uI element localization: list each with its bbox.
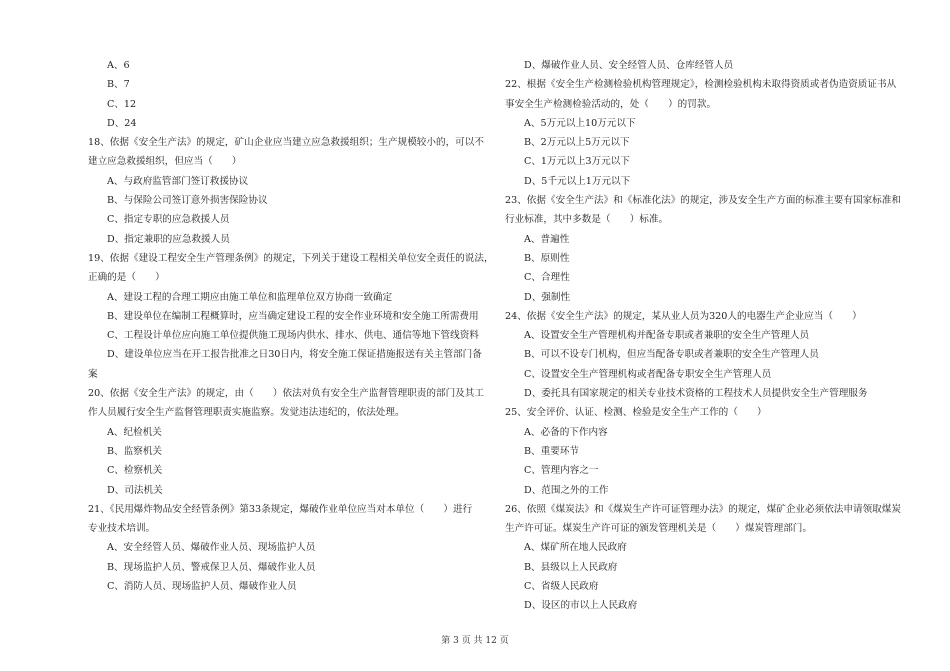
answer-option: D、24 [107, 117, 137, 129]
answer-option: A、必备的下作内容 [524, 426, 608, 438]
question-text: 21、《民用爆炸物品安全经管条例》第33条规定，爆破作业单位应当对本单位（ ）进行 [88, 503, 473, 515]
question-text: 行业标准，其中多数是（ ）标准。 [505, 214, 669, 226]
answer-option: D、委托具有国家规定的相关专业技术资格的工程技术人员提供安全生产管理服务 [524, 388, 868, 400]
question-text: 20、依据《安全生产法》的规定，由（ ）依法对负有安全生产监督管理职责的部门及其工 [88, 388, 484, 400]
answer-option: D、强制性 [524, 291, 571, 303]
answer-option: A、煤矿所在地人民政府 [524, 542, 627, 554]
answer-option: A、6 [107, 60, 130, 71]
question-text: 作人员履行安全生产监督管理职责实施监察。发觉违法违纪的，依法处理。 [88, 407, 405, 419]
answer-option: C、消防人员、现场监护人员、爆破作业人员 [107, 581, 297, 593]
answer-option: B、7 [107, 79, 130, 91]
answer-option: B、建设单位在编制工程概算时，应当确定建设工程的安全作业环境和安全施工所需费用 [107, 310, 479, 322]
answer-option: C、12 [107, 98, 137, 110]
answer-option: B、2万元以上5万元以下 [524, 137, 630, 149]
answer-option: C、合理性 [524, 272, 570, 284]
question-text: 25、安全评价、认证、检测、检验是安全生产工作的（ ） [505, 407, 767, 419]
answer-option: A、普遍性 [524, 233, 570, 245]
answer-option: D、爆破作业人员、安全经管人员、仓库经管人员 [524, 60, 734, 71]
answer-option: D、建设单位应当在开工报告批准之日30日内，将安全施工保证措施报送有关主管部门备 [107, 349, 482, 361]
answer-option: C、检察机关 [107, 465, 163, 477]
page-footer: 第 3 页 共 12 页 [441, 636, 509, 646]
question-text: 生产许可证。煤炭生产许可证的颁发管理机关是（ ）煤炭管理部门。 [505, 523, 812, 535]
answer-option: B、与保险公司签订意外损害保险协议 [107, 195, 268, 207]
question-text: 正确的是（ ） [88, 272, 165, 284]
answer-option: A、纪检机关 [107, 426, 162, 438]
question-text: 案 [88, 368, 98, 380]
answer-option: B、原则性 [524, 252, 570, 264]
question-text: 19、依据《建设工程安全生产管理条例》的规定，下列关于建设工程相关单位安全责任的说法， [88, 252, 494, 264]
answer-option: C、管理内容之一 [524, 465, 599, 477]
question-text: 23、依据《安全生产法》和《标准化法》的规定，涉及安全生产方面的标准主要有国家标准和 [505, 195, 901, 207]
answer-option: B、现场监护人员、警戒保卫人员、爆破作业人员 [107, 561, 316, 573]
right-column [505, 56, 915, 616]
answer-option: D、指定兼职的应急救援人员 [107, 233, 230, 245]
answer-option: B、县级以上人民政府 [524, 561, 618, 573]
answer-option: A、5万元以上10万元以下 [524, 117, 636, 129]
answer-option: C、设置安全生产管理机构或者配备专职安全生产管理人员 [524, 368, 772, 380]
answer-option: C、工程设计单位应向施工单位提供施工现场内供水、排水、供电、通信等地下管线资料 [107, 330, 479, 342]
question-text: 22、根据《安全生产检测检验机构管理规定》，检测检验机构未取得资质或者伪造资质证书从 [505, 79, 897, 91]
left-column [88, 56, 498, 596]
answer-option: D、设区的市以上人民政府 [524, 600, 638, 612]
question-text: 事安全生产检测检验活动的，处（ ）的罚款。 [505, 98, 717, 110]
answer-option: B、可以不设专门机构，但应当配备专职或者兼职的安全生产管理人员 [524, 349, 819, 361]
question-text: 26、依照《煤炭法》和《煤炭生产许可证管理办法》的规定，煤矿企业必须依法申请领取煤炭 [505, 503, 901, 515]
answer-option: A、与政府监管部门签订救援协议 [107, 175, 249, 187]
answer-option: A、设置安全生产管理机构并配备专职或者兼职的安全生产管理人员 [524, 330, 810, 342]
answer-option: B、重要环节 [524, 445, 580, 457]
answer-option: D、5千元以上1万元以下 [524, 175, 631, 187]
answer-option: B、监察机关 [107, 445, 163, 457]
question-text: 建立应急救援组织，但应当（ ） [88, 156, 242, 168]
answer-option: A、安全经管人员、爆破作业人员、现场监护人员 [107, 542, 316, 554]
question-text: 专业技术培训。 [88, 523, 156, 535]
answer-option: A、建设工程的合理工期应由施工单位和监理单位双方协商一致确定 [107, 291, 393, 303]
question-text: 24、依据《安全生产法》的规定，某从业人员为320人的电器生产企业应当（ ） [505, 310, 862, 322]
answer-option: C、1万元以上3万元以下 [524, 156, 630, 168]
answer-option: D、范围之外的工作 [524, 484, 609, 496]
answer-option: D、司法机关 [107, 484, 163, 496]
question-text: 18、依据《安全生产法》的规定，矿山企业应当建立应急救援组织；生产规模较小的，可以不 [88, 137, 484, 149]
answer-option: C、省级人民政府 [524, 581, 599, 593]
answer-option: C、指定专职的应急救援人员 [107, 214, 230, 226]
